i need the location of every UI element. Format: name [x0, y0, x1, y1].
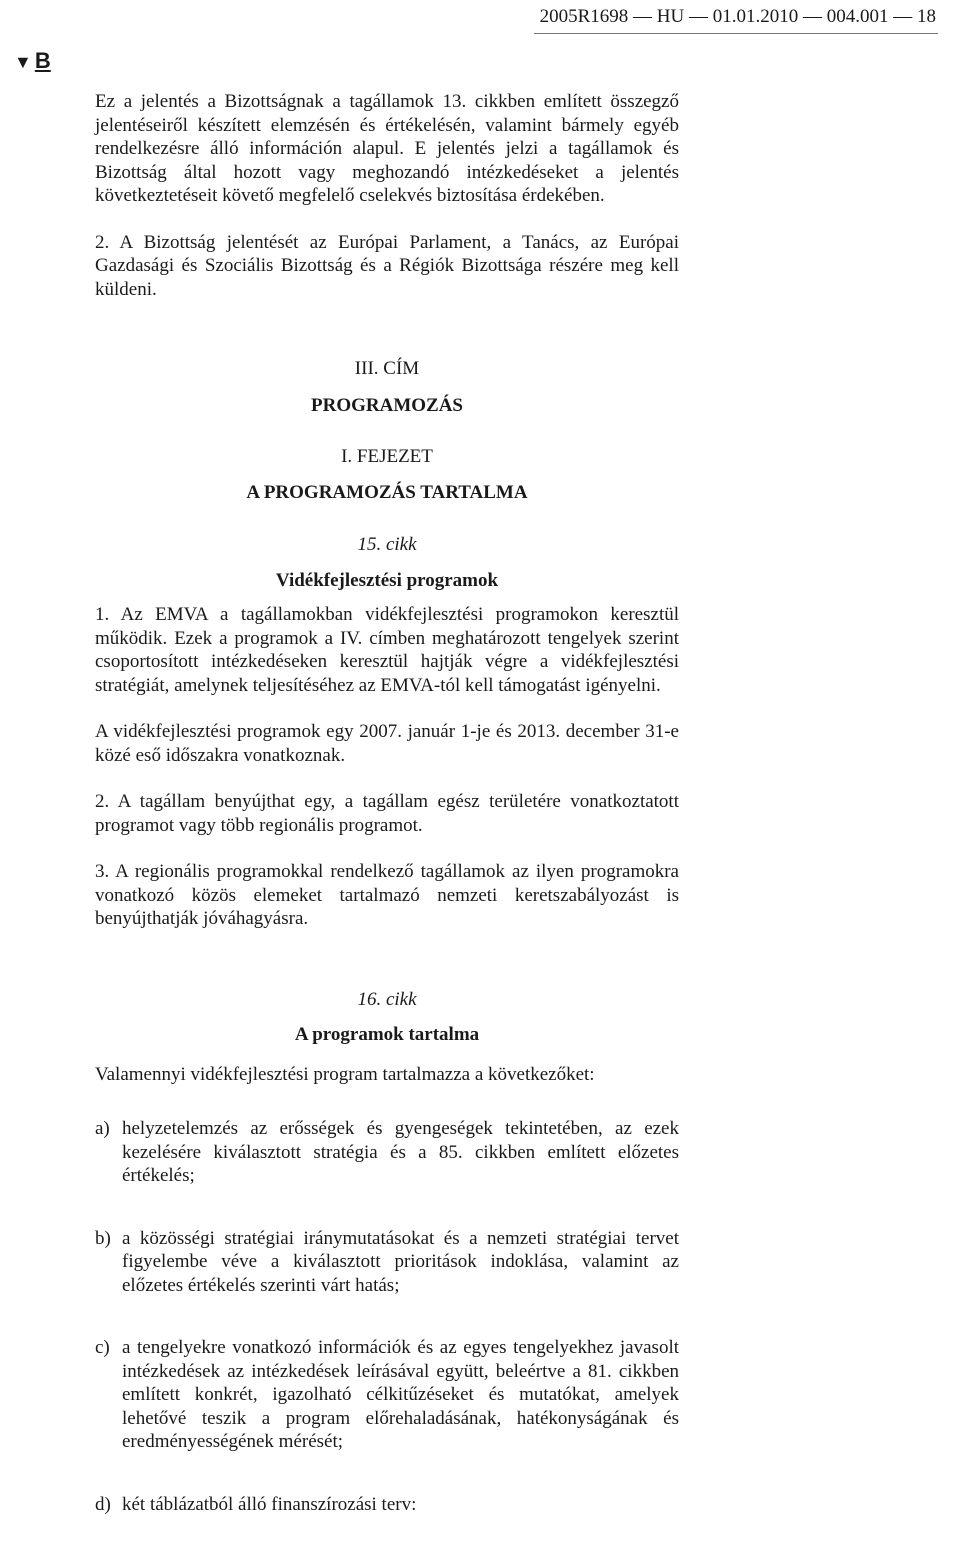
article-15-paragraph-1: 1. Az EMVA a tagállamokban vidékfejlesztési programokon keresztül működik. Ezek a programok a IV. címben meghatározott tengelyek szerint csoportosított intézkedéseken keresztül hajtják végre a vidékfejlesztési stratégiát, amelynek teljesítéséhez az EMVA-tól kell támogatást igényelni. [95, 604, 679, 696]
page-header [540, 6, 936, 28]
article-15-paragraph-3: 3. A regionális programokkal rendelkező tagállamok az ilyen programokra vonatkozó közös elemeket tartalmazó nemzeti keretszabályozást is benyújthatják jóváhagyásra. [95, 861, 679, 929]
title-name: PROGRAMOZÁS [311, 394, 463, 416]
amendment-marker [14, 48, 51, 74]
chapter-number: I. FEJEZET [341, 446, 433, 467]
title-number: III. CÍM [354, 358, 420, 379]
article-15-number: 15. cikk [357, 534, 417, 555]
triangle-down-icon: ▼ [14, 52, 32, 72]
list-item [95, 1117, 679, 1188]
document-body [95, 90, 679, 1516]
header-rule [534, 33, 938, 34]
article-15-title: Vidékfejlesztési programok [275, 569, 499, 591]
list-item-text: a közösségi stratégiai iránymutatásokat és a nemzeti stratégiai tervet figyelembe véve a kiválasztott prioritások indoklása, valamint az előzetes értékelés szerinti várt hatás; [122, 1227, 679, 1296]
article-15-paragraph-1b: A vidékfejlesztési programok egy 2007. január 1-je és 2013. december 31-e közé eső időszakra vonatkoznak. [95, 721, 679, 766]
list-item-label: a) [95, 1118, 110, 1139]
list-item [95, 1336, 679, 1454]
list-item [95, 1227, 679, 1298]
list-item-label: d) [95, 1493, 111, 1515]
chapter-name: A PROGRAMOZÁS TARTALMA [246, 481, 528, 503]
intro-paragraph: Ez a jelentés a Bizottságnak a tagállamok 13. cikkben említett összegző jelentéseiről készített elemzésén és értékelésén, valamint bármely egyéb rendelkezésre álló információn alapul. E jelentés jelzi a tagállamok és Bizottság által hozott vagy meghozandó intézkedéseket a jelentés következtetéseit követő megfelelő cselekvés biztosítása érdekében. [95, 91, 679, 206]
list-item-label: c) [95, 1337, 110, 1358]
list-item-text: két táblázatból álló finanszírozási terv: [122, 1493, 417, 1515]
document-reference: 2005R1698 — HU — 01.01.2010 — 004.001 — 18 [539, 6, 936, 27]
article-15-paragraph-2: 2. A tagállam benyújthat egy, a tagállam egész területére vonatkoztatott programot vagy több regionális programot. [95, 791, 679, 836]
article-16-title: A programok tartalma [294, 1024, 480, 1045]
article-16-number: 16. cikk [357, 988, 417, 1010]
list-item-text: helyzetelemzés az erősségek és gyengeségek tekintetében, az ezek kezelésére kiválasztott stratégia és a 85. cikkben említett előzetes értékelés; [122, 1118, 679, 1186]
list-item-text: a tengelyekre vonatkozó információk és az egyes tengelyekhez javasolt intézkedések az intézkedések leírásával együtt, beleértve a 81. cikkben említett konkrét, igazolható célkitűzéseket és mutatókat, amelyek lehetővé teszik a program előrehaladásának, hatékonyságának és eredményességének mérését; [122, 1337, 679, 1452]
list-item [95, 1493, 679, 1517]
article-16-intro: Valamennyi vidékfejlesztési program tartalmazza a következőket: [95, 1063, 595, 1085]
marker-label: B [34, 48, 51, 73]
list-item-label: b) [95, 1227, 111, 1249]
paragraph-2: 2. A Bizottság jelentését az Európai Parlament, a Tanács, az Európai Gazdasági és Szociális Bizottság és a Régiók Bizottsága részére meg kell küldeni. [95, 231, 679, 300]
